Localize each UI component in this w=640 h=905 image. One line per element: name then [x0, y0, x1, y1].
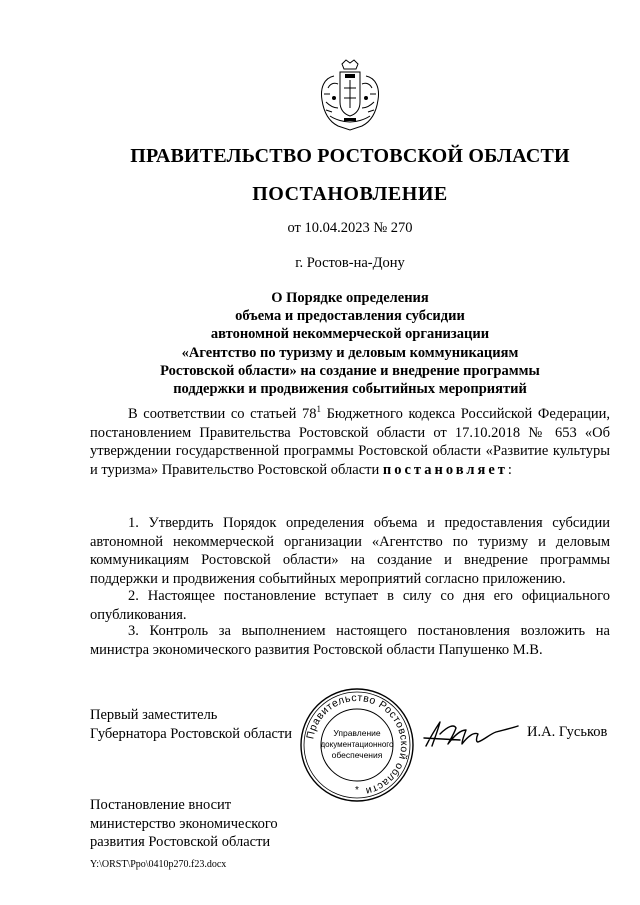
preamble-text-start: В соответствии со статьей 78 — [128, 406, 317, 422]
seal-inner-line: Управление — [333, 728, 381, 738]
item-1-paragraph: 1. Утвердить Порядок определения объема и предоставления субсидии автономной некоммерческой организации «Агентство по туризму и деловым коммуникациям Ростовской области» на создание и внедрение программы поддержки и продвижения событийных мероприятий согласно приложению. — [90, 515, 610, 587]
preamble-text-rest: Бюджетного кодекса Российской Федерации, постановлением Правительства Ростовской области от 17.10.2018 № 653 «Об утверждении государственной программы Ростовской области «Развитие культуры и туризма» Правительство Ростовской области — [90, 406, 610, 478]
signatory-position — [90, 706, 292, 743]
document-subject — [110, 289, 590, 398]
decree-word: постановляет — [382, 461, 508, 478]
government-title: ПРАВИТЕЛЬСТВО РОСТОВСКОЙ ОБЛАСТИ — [130, 145, 570, 167]
seal-star: * — [355, 785, 359, 796]
submitted-by-line: Постановление вносит — [90, 797, 232, 813]
submitted-by-line: развития Ростовской области — [90, 834, 271, 850]
file-path: Y:\ORST\Ppo\0410p270.f23.docx — [90, 859, 227, 870]
subject-line: Ростовской области» на создание и внедрение программы — [160, 362, 540, 379]
item-2-paragraph: 2. Настоящее постановление вступает в силу со дня его официального опубликования. — [90, 588, 610, 623]
decree-colon: : — [507, 461, 512, 478]
item-3-paragraph: 3. Контроль за выполнением настоящего постановления возложить на министра экономического развития Ростовской области Папушенко М.В. — [90, 623, 610, 658]
document-city: г. Ростов-на-Дону — [295, 255, 405, 271]
submitted-by-line: министерство экономического — [90, 815, 278, 832]
article-superscript: 1 — [316, 404, 321, 415]
seal-inner-line: обеспечения — [331, 750, 383, 760]
document-date-number: от 10.04.2023 № 270 — [287, 220, 413, 236]
subject-line: автономной некоммерческой организации — [210, 326, 490, 343]
preamble-paragraph — [90, 405, 610, 479]
subject-line: «Агентство по туризму и деловым коммуникациям — [181, 344, 519, 361]
seal-inner-line: документационного — [320, 740, 394, 749]
handwritten-signature-icon — [420, 716, 520, 752]
official-seal-icon — [298, 686, 416, 804]
signatory-name: И.А. Гуськов — [527, 724, 608, 740]
subject-line: объема и предоставления субсидии — [235, 308, 465, 325]
signatory-position-line: Губернатора Ростовской области — [90, 725, 293, 742]
document-type: ПОСТАНОВЛЕНИЕ — [252, 183, 448, 205]
subject-line: поддержки и продвижения событийных мероприятий — [173, 381, 527, 398]
submitted-by — [90, 796, 278, 852]
seal-ring-text: Правительство Ростовской области — [304, 691, 411, 798]
coat-of-arms-icon — [316, 58, 384, 132]
signatory-position-line: Первый заместитель — [90, 707, 218, 723]
subject-line: О Порядке определения — [271, 290, 429, 306]
